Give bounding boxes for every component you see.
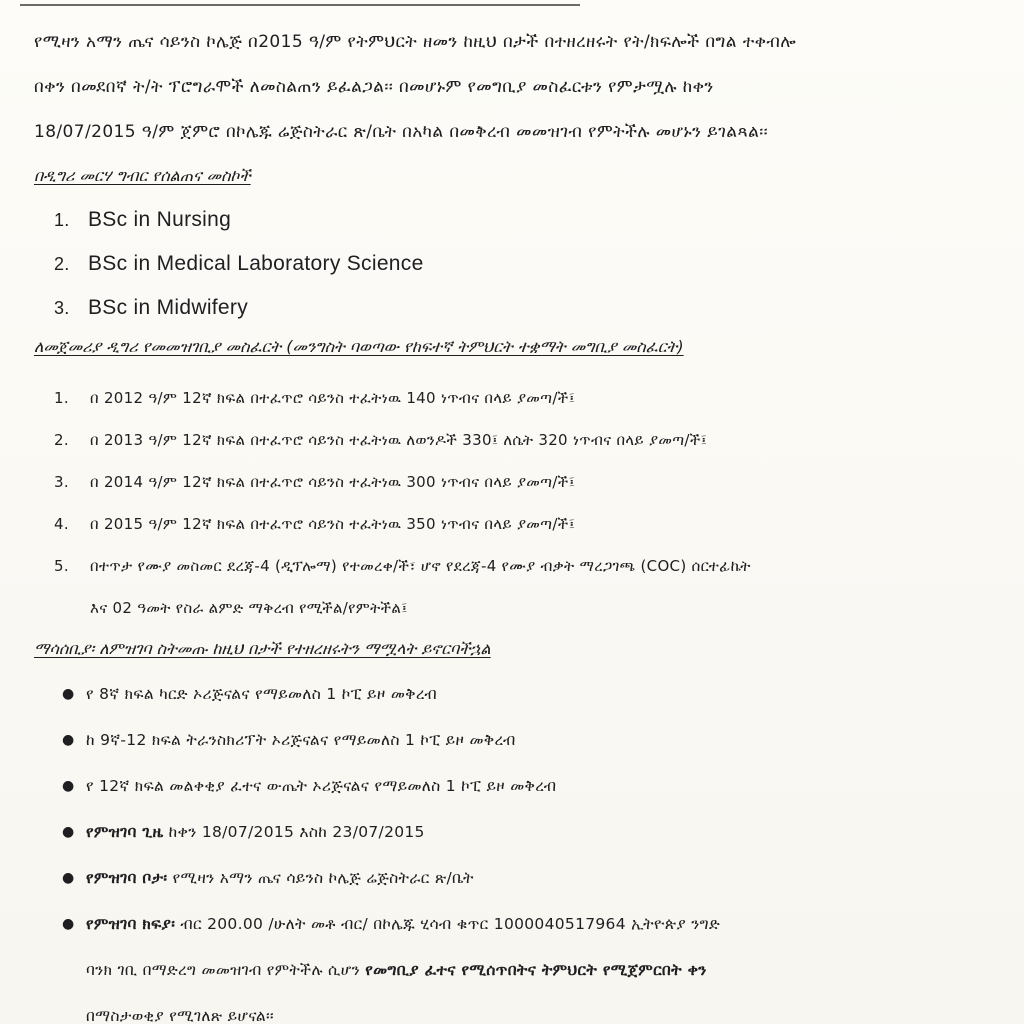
requirement-text-continued: እና 02 ዓመት የስራ ልምድ ማቅረብ የሚችል/የምትችል፤	[90, 599, 408, 617]
registration-date-text: ከቀን 18/07/2015 እስከ 23/07/2015	[163, 823, 425, 841]
documents-list	[62, 671, 1002, 1024]
requirement-item	[54, 377, 974, 419]
document-line	[86, 855, 474, 901]
requirement-number: 2.	[54, 431, 69, 449]
program-number: 1.	[54, 209, 70, 230]
document-item	[62, 671, 1002, 717]
program-item	[54, 286, 424, 330]
requirements-heading: ለመጀመሪያ ዲግሪ የመመዝገቢያ መስፈርት (መንግስት ባወጣው የከፍተኛ ትምህርት ተቋማት መግቢያ መስፈርት)	[34, 337, 684, 356]
document-item	[62, 809, 1002, 855]
document-item	[62, 901, 1002, 1024]
requirements-list	[54, 377, 974, 629]
exam-date-note: የመግቢያ ፈተና የሚሰጥበትና ትምህርት የሚጀምርበት ቀን	[365, 961, 707, 979]
registration-date-label: የምዝገባ ጊዜ	[86, 823, 164, 841]
registration-fee-label: የምዝገባ ክፍያ፡	[86, 915, 176, 933]
requirement-item	[54, 545, 974, 629]
programs-list	[54, 198, 424, 330]
bullet-icon: ●	[62, 686, 75, 702]
document-item	[62, 717, 1002, 763]
document-item	[62, 763, 1002, 809]
document-line	[86, 901, 720, 1024]
registration-place-label: የምዝገባ ቦታ፡	[86, 869, 168, 887]
document-text: የ 8ኛ ክፍል ካርድ ኦሪጅናልና የማይመለስ 1 ኮፒ ይዞ መቅረብ	[86, 685, 437, 703]
requirement-text: በ 2015 ዓ/ም 12ኛ ክፍል በተፈጥሮ ሳይንስ ተፈትነዉ 350 ነጥብና በላይ ያመጣ/ች፤	[90, 515, 576, 533]
program-label: BSc in Nursing	[88, 208, 232, 231]
registration-fee-line	[86, 901, 720, 947]
intro-line: 18/07/2015 ዓ/ም ጀምሮ በኮሌጁ ሬጅስትራር ጽ/ቤት በአካል በመቅረብ መመዝገብ የምትችሉ መሆኑን ይገልጻል፡፡	[34, 122, 769, 142]
requirement-text-block	[90, 545, 751, 629]
requirement-text: በ 2012 ዓ/ም 12ኛ ክፍል በተፈጥሮ ሳይንስ ተፈትነዉ 140 ነጥብና በላይ ያመጣ/ች፤	[90, 389, 576, 407]
registration-fee-line-continued	[86, 947, 720, 993]
document-item	[62, 855, 1002, 901]
program-label: BSc in Midwifery	[88, 296, 249, 319]
document-line	[86, 809, 425, 855]
registration-fee-continued-text: ባንክ ገቢ በማድረግ መመዝገብ የምትችሉ ሲሆን	[86, 961, 366, 979]
requirement-number: 5.	[54, 557, 69, 575]
requirement-item	[54, 461, 974, 503]
program-number: 2.	[54, 253, 70, 274]
bullet-icon: ●	[62, 870, 75, 886]
document-text: የ 12ኛ ክፍል መልቀቂያ ፈተና ውጤት ኦሪጅናልና የማይመለስ 1 ኮፒ ይዞ መቅረብ	[86, 777, 557, 795]
bullet-icon: ●	[62, 916, 75, 932]
intro-line: የሚዛን አማን ጤና ሳይንስ ኮሌጅ በ2015 ዓ/ም የትምህርት ዘመን ከዚህ በታች በተዘረዘሩት የት/ክፍሎች በግል ተቀብሎ	[34, 32, 797, 52]
bullet-icon: ●	[62, 778, 75, 794]
requirement-item	[54, 503, 974, 545]
program-number: 3.	[54, 297, 70, 318]
requirement-text: በ 2013 ዓ/ም 12ኛ ክፍል በተፈጥሮ ሳይንስ ተፈትነዉ ለወንዶች 330፤ ለሴት 320 ነጥብና በላይ ያመጣ/ች፤	[90, 431, 708, 449]
top-rule	[20, 4, 580, 6]
document-text: ከ 9ኛ-12 ክፍል ትራንስክሪፕት ኦሪጅናልና የማይመለስ 1 ኮፒ ይዞ መቅረብ	[86, 731, 516, 749]
registration-fee-line-tail: በማስታወቂያ የሚገለጽ ይሆናል፡፡	[86, 1007, 274, 1024]
intro-line: በቀን በመደበኛ ት/ት ፕሮግራሞች ለመስልጠን ይፈልጋል፡፡ በመሆኑም የመግቢያ መስፈርቱን የምታሟሉ ከቀን	[34, 77, 714, 97]
requirement-item	[54, 419, 974, 461]
programs-heading: በዲግሪ መርሃ ግብር የሰልጠና መስኮች	[34, 166, 251, 185]
requirement-number: 3.	[54, 473, 69, 491]
bullet-icon: ●	[62, 824, 75, 840]
program-item	[54, 198, 424, 242]
requirement-number: 1.	[54, 389, 69, 407]
intro-paragraph	[34, 20, 994, 155]
program-item	[54, 242, 424, 286]
registration-fee-text: ብር 200.00 /ሁለት መቶ ብር/ በኮሌጁ ሂሳብ ቁጥር 1000040517964 ኢትዮጵያ ንግድ	[175, 915, 720, 933]
program-label: BSc in Medical Laboratory Science	[88, 252, 424, 275]
registration-place-text: የሚዛን አማን ጤና ሳይንስ ኮሌጅ ሬጅስትራር ጽ/ቤት	[167, 869, 474, 887]
bullet-icon: ●	[62, 732, 75, 748]
documents-heading: ማሳሰቢያ፡ ለምዝገባ ስትመጡ ከዚህ በታች የተዘረዘሩትን ማሟላት ይኖርባችኋል	[34, 639, 491, 658]
requirement-number: 4.	[54, 515, 69, 533]
requirement-text: በ 2014 ዓ/ም 12ኛ ክፍል በተፈጥሮ ሳይንስ ተፈትነዉ 300 ነጥብና በላይ ያመጣ/ች፤	[90, 473, 576, 491]
requirement-text: በተጥታ የሙያ መስመር ደረጃ-4 (ዲፕሎማ) የተመረቀ/ች፣ ሆኖ የደረጃ-4 የሙያ ብቃት ማረጋገጫ (COC) ሰርተፊኬት	[90, 557, 751, 575]
